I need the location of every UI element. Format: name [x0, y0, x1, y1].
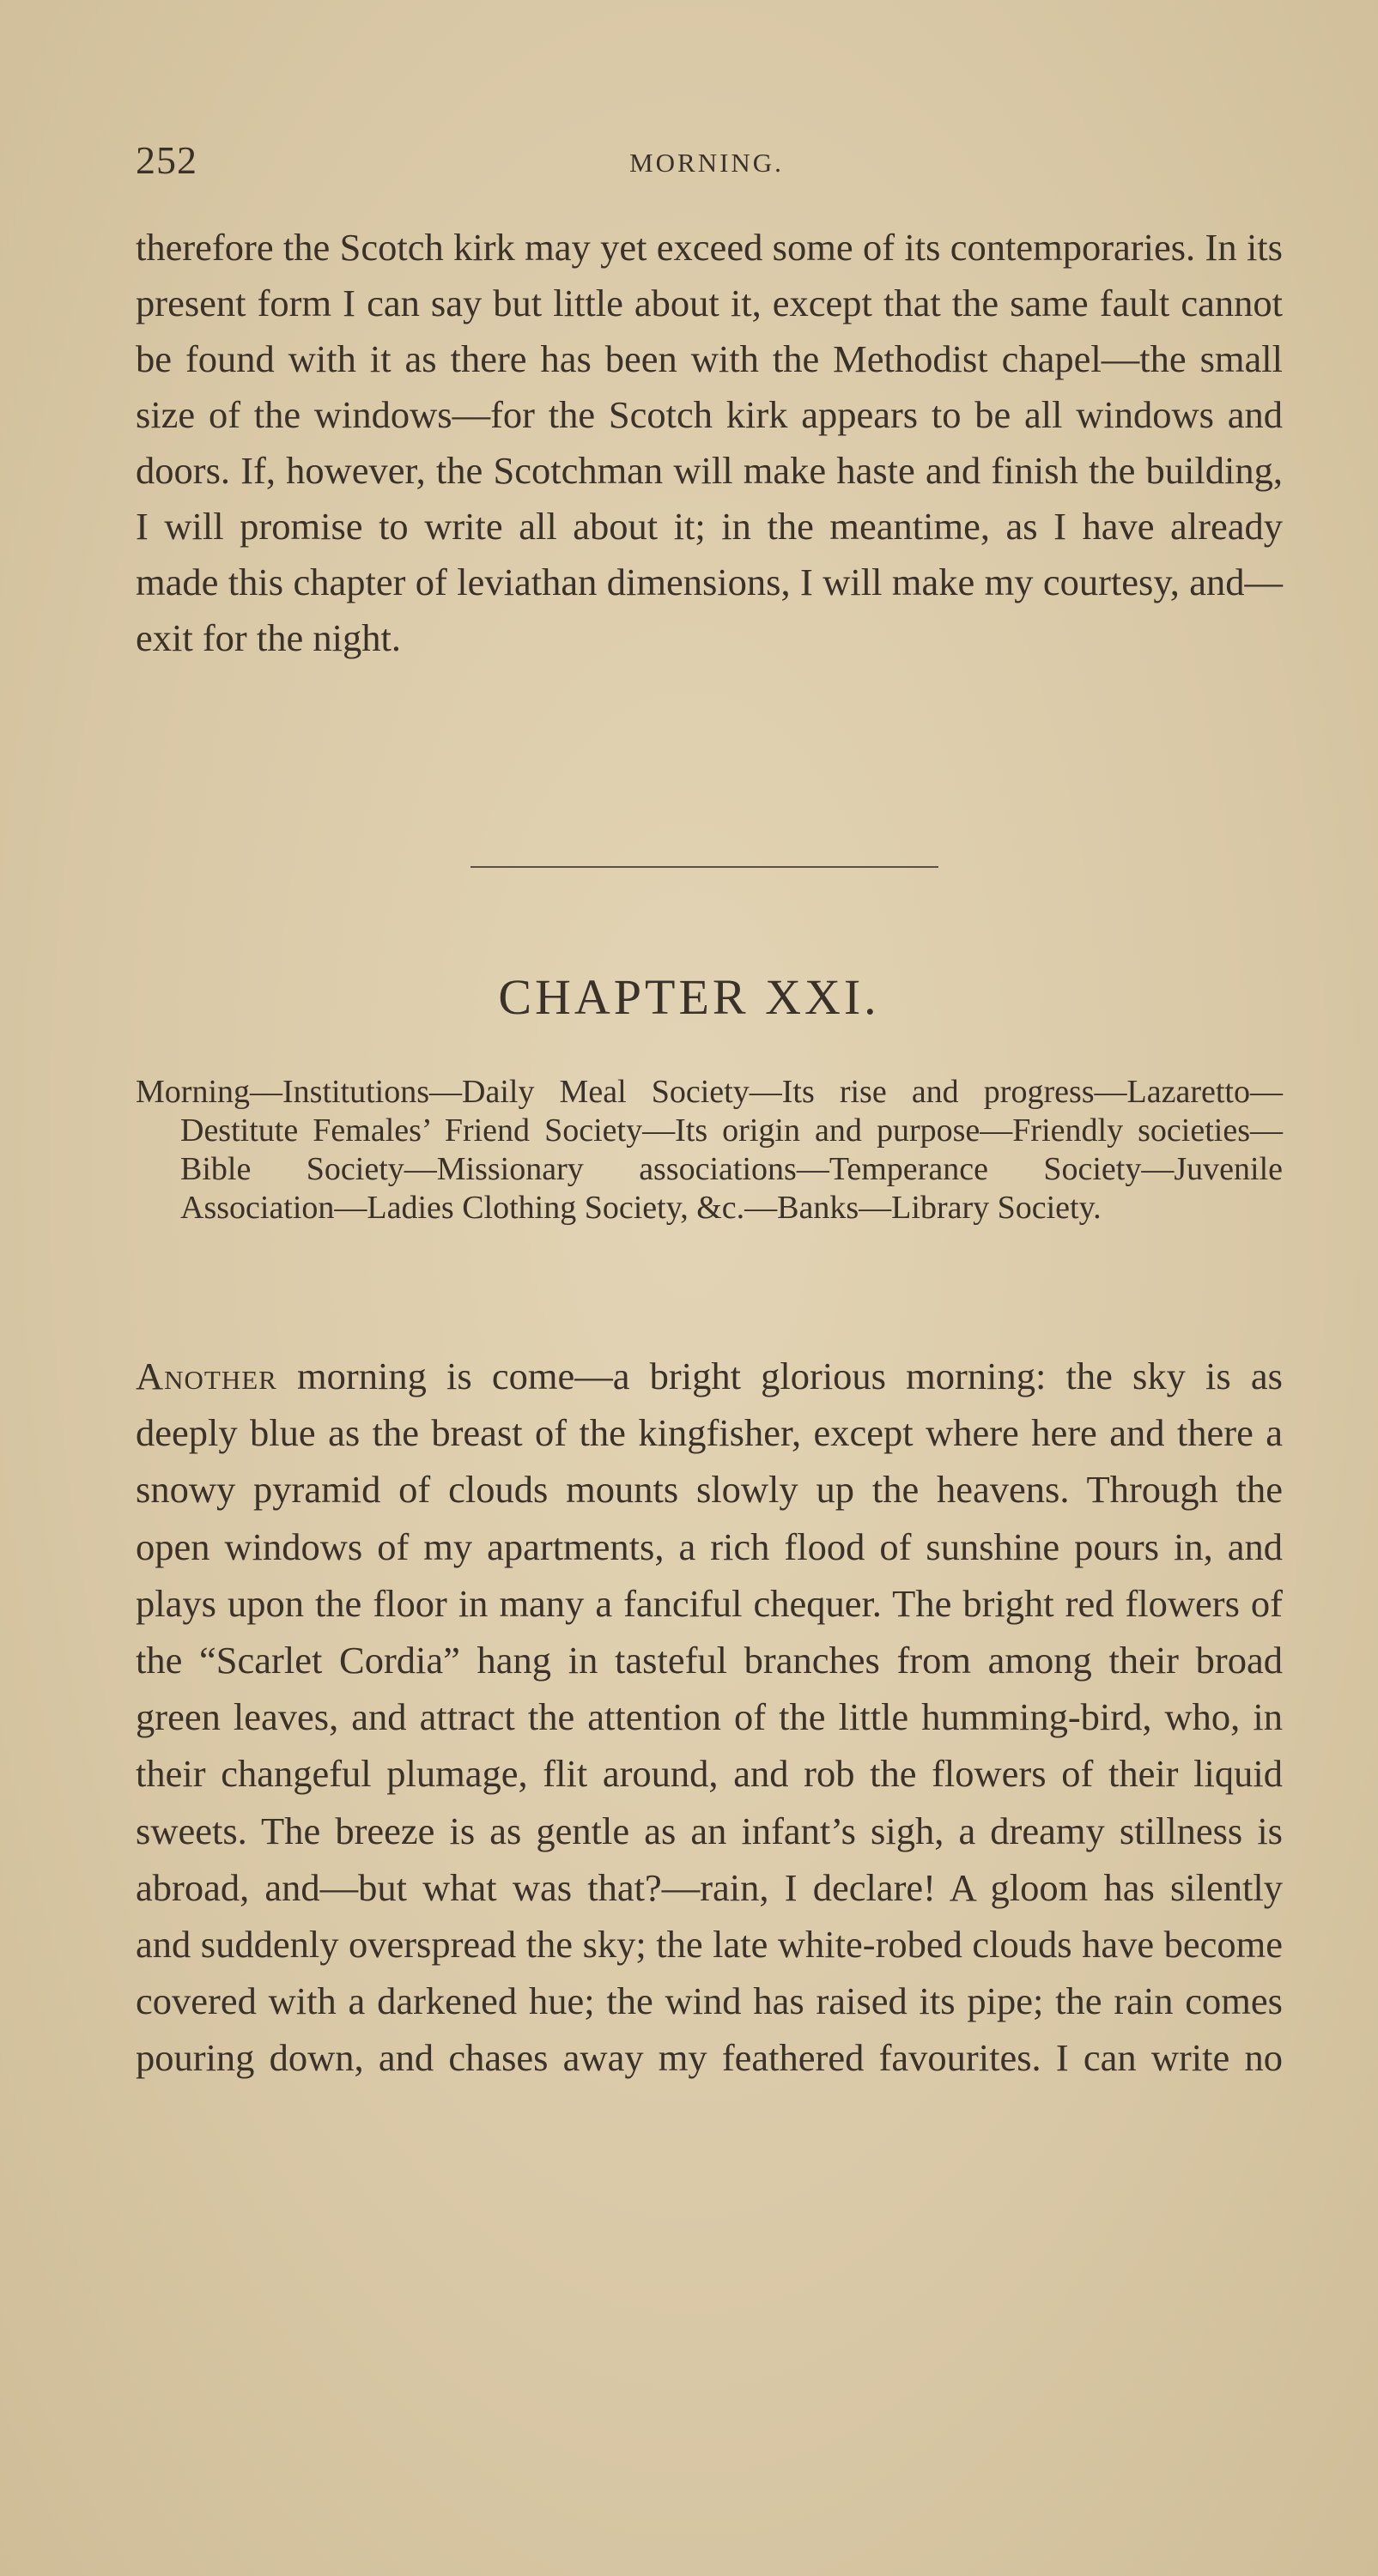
running-head	[136, 137, 1278, 189]
running-title: MORNING.	[629, 148, 784, 178]
chapter-synopsis-text: Morning—Institutions—Daily Meal Society—Its rise and progress—Lazaretto—Destitute Females’ Friend Society—Its origin and purpose—Friendly societies—Bible Society—Missionary associations—Temperance Society—Juvenile Association—Ladies Clothing Society, &c.—Banks—Library Society.	[136, 1074, 1283, 1226]
page-number: 252	[136, 138, 197, 182]
body-paragraph-text	[136, 1348, 1283, 2087]
intro-paragraph	[136, 220, 1283, 666]
lead-word: Another	[136, 1355, 277, 1397]
body-paragraph	[136, 1348, 1283, 2087]
chapter-title: CHAPTER XXI.	[498, 969, 880, 1025]
section-divider	[470, 866, 938, 868]
chapter-synopsis	[136, 1073, 1283, 1227]
intro-paragraph-text: therefore the Scotch kirk may yet exceed some of its contemporaries. In its present form I can say but little about it, except that the same fault cannot be found with it as there has been with the Methodist chapel—the small size of the windows—for the Scotch kirk appears to be all windows and doors. If, however, the Scotchman will make haste and finish the building, I will promise to write all about it; in the meantime, as I have already made this chapter of leviathan dimensions, I will make my courtesy, and—exit for the night.	[136, 226, 1283, 659]
body-paragraph-content: morning is come—a bright glorious morning: the sky is as deeply blue as the breast of the kingfisher, except where here and there a snowy pyramid of clouds mounts slowly up the heavens. Through the open windows of my apartments, a rich flood of sunshine pours in, and plays upon the floor in many a fanciful chequer. The bright red flowers of the “Scarlet Cordia” hang in tasteful branches from among their broad green leaves, and attract the attention of the little humming-bird, who, in their changeful plumage, flit around, and rob the flowers of their liquid sweets. The breeze is as gentle as an infant’s sigh, a dreamy stillness is abroad, and—but what was that?—rain, I declare! A gloom has silently and suddenly overspread the sky; the late white-robed clouds have become covered with a darkened hue; the wind has raised its pipe; the rain comes pouring down, and chases away my feathered favourites. I can write no	[136, 1355, 1283, 2080]
